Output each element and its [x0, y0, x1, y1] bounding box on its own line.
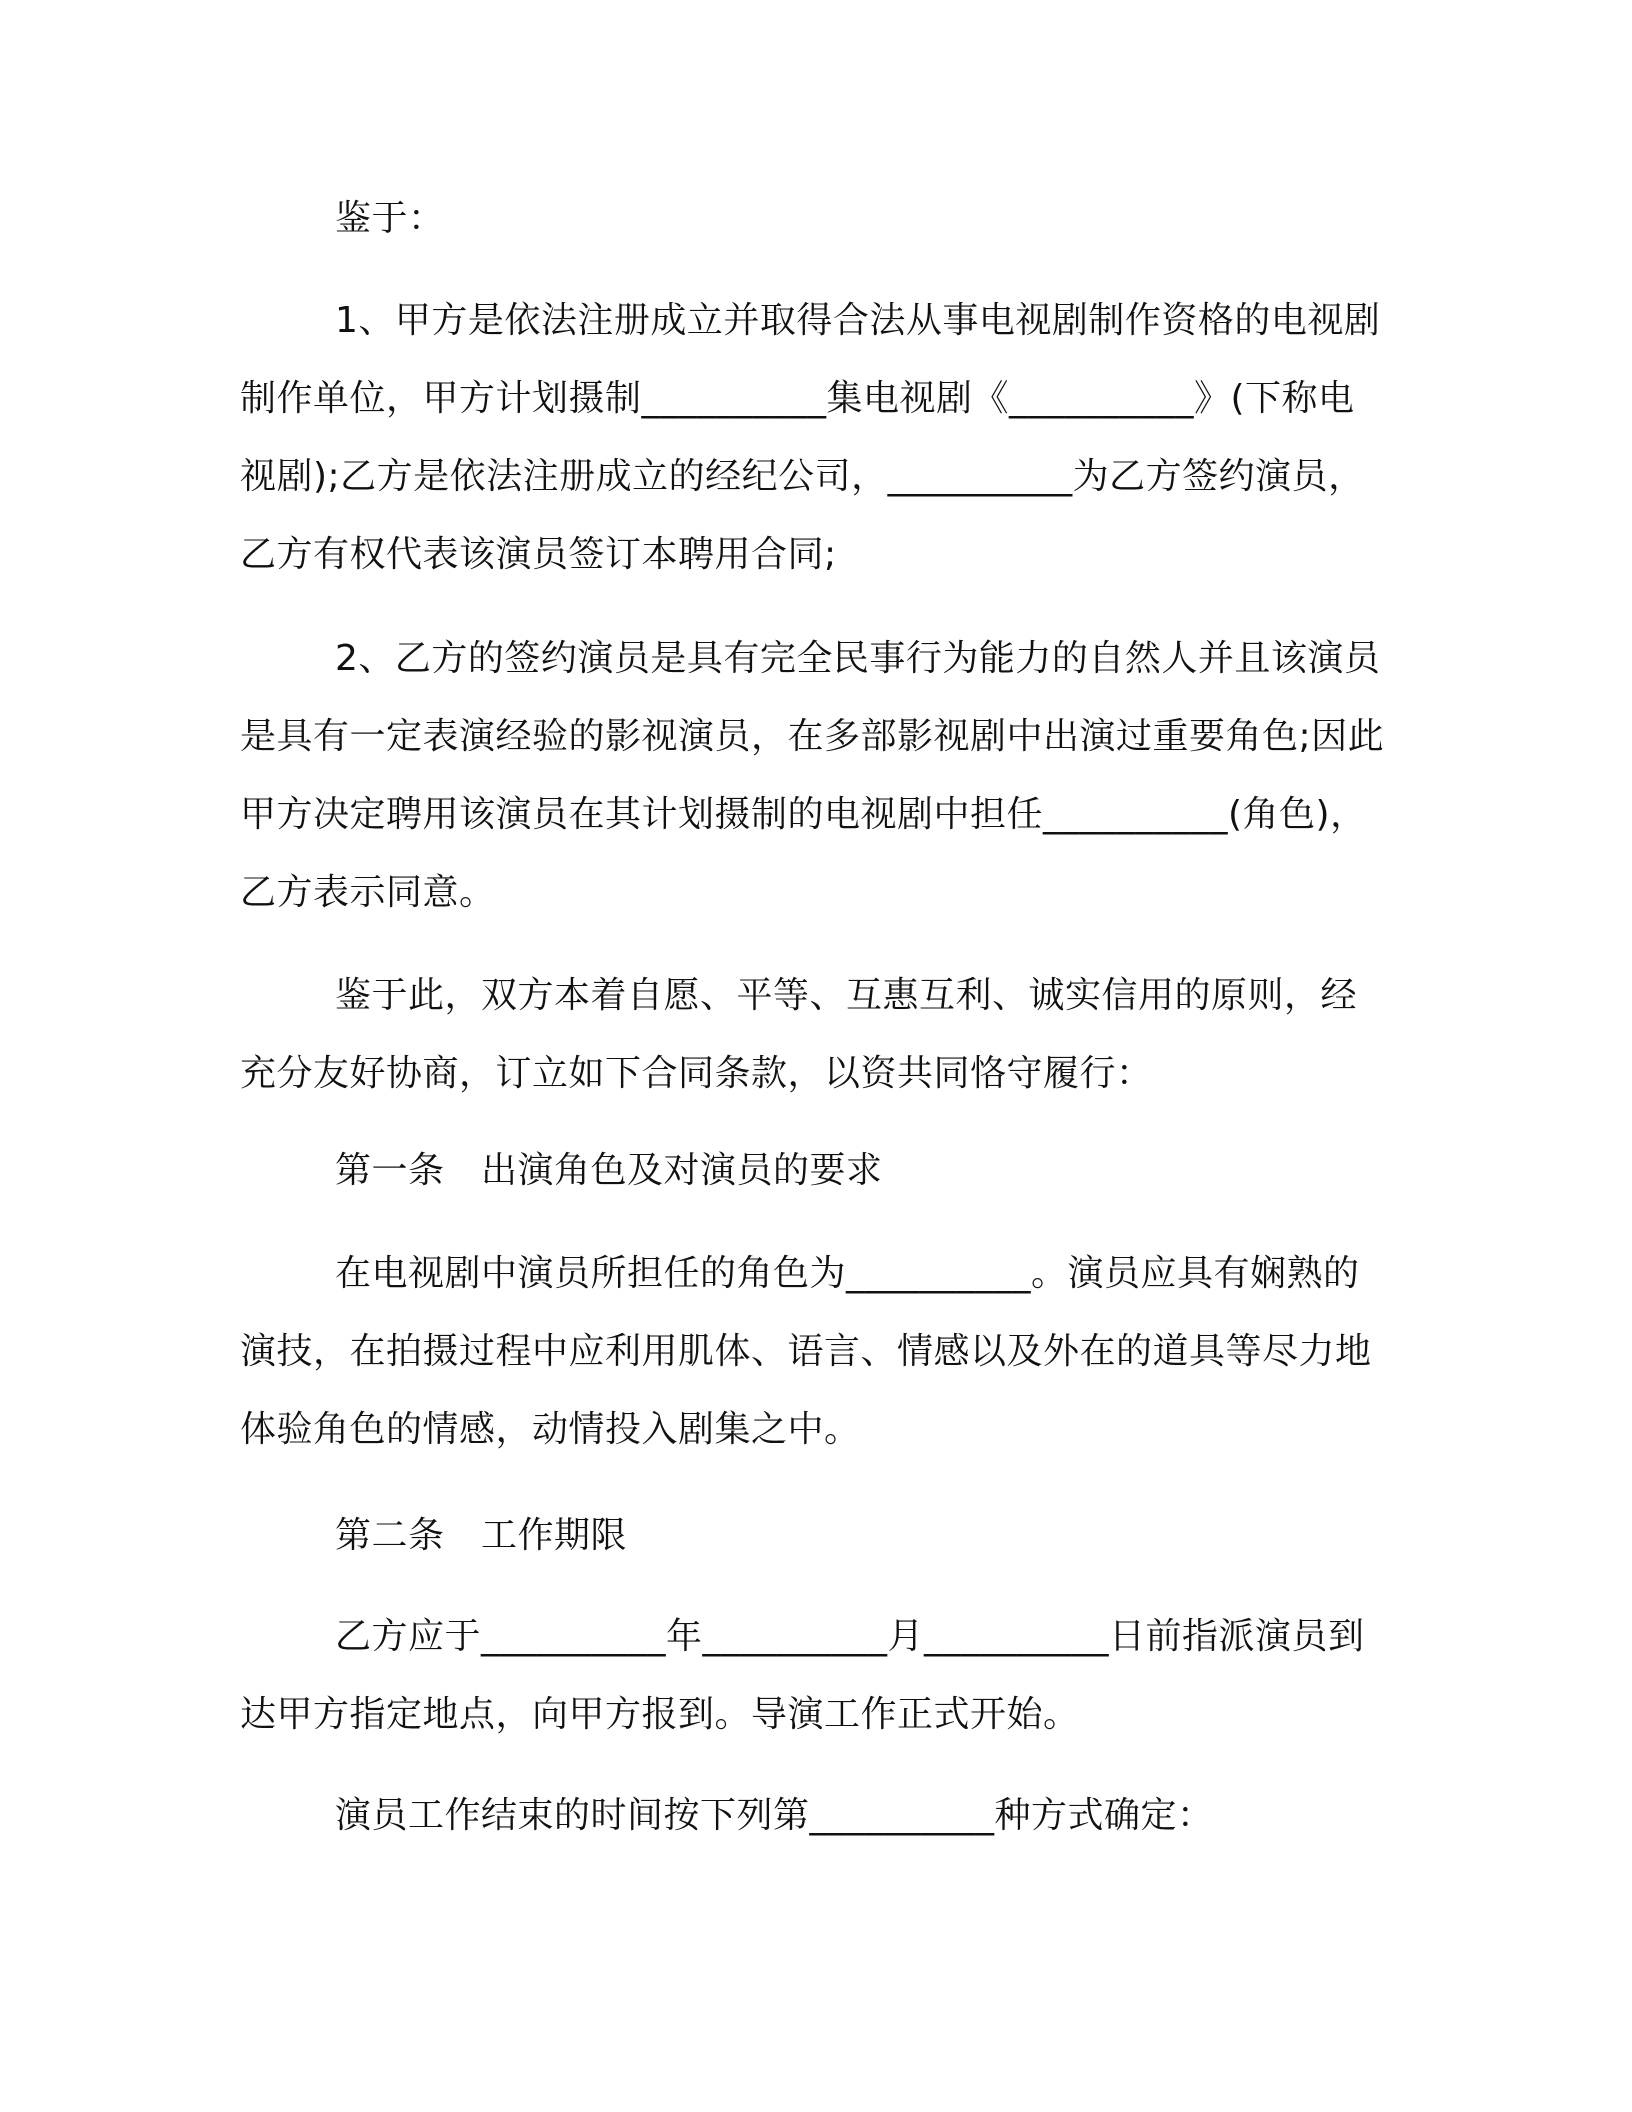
- clause-2-paragraph: 2、乙方的签约演员是具有完全民事行为能力的自然人并且该演员是具有一定表演经验的影视演员，在多部影视剧中出演过重要角色;因此甲方决定聘用该演员在其计划摄制的电视剧中担任__________(角色)，乙方表示同意。: [240, 638, 1385, 913]
- end-time-paragraph: 演员工作结束的时间按下列第__________种方式确定：: [335, 1795, 1214, 1836]
- article-1-body: 在电视剧中演员所担任的角色为__________。演员应具有娴熟的演技，在拍摄过程中应利用肌体、语言、情感以及外在的道具等尽力地体验角色的情感，动情投入剧集之中。: [240, 1253, 1372, 1450]
- article-2-heading: 第二条 工作期限: [335, 1515, 628, 1556]
- agreement-intro-paragraph: 鉴于此，双方本着自愿、平等、互惠互利、诚实信用的原则，经充分友好协商，订立如下合同条款，以资共同恪守履行：: [240, 975, 1358, 1094]
- whereas-heading: 鉴于：: [335, 198, 445, 239]
- article-1-heading: 第一条 出演角色及对演员的要求: [335, 1150, 883, 1191]
- clause-1-paragraph: 1、甲方是依法注册成立并取得合法从事电视剧制作资格的电视剧制作单位，甲方计划摄制__________集电视剧《__________》(下称电视剧);乙方是依法注册成立的经纪公司，__________为乙方签约演员，乙方有权代表该演员签订本聘用合同;: [240, 300, 1381, 575]
- article-2-body: 乙方应于__________年__________月__________日前指派演员到达甲方指定地点，向甲方报到。导演工作正式开始。: [240, 1616, 1365, 1735]
